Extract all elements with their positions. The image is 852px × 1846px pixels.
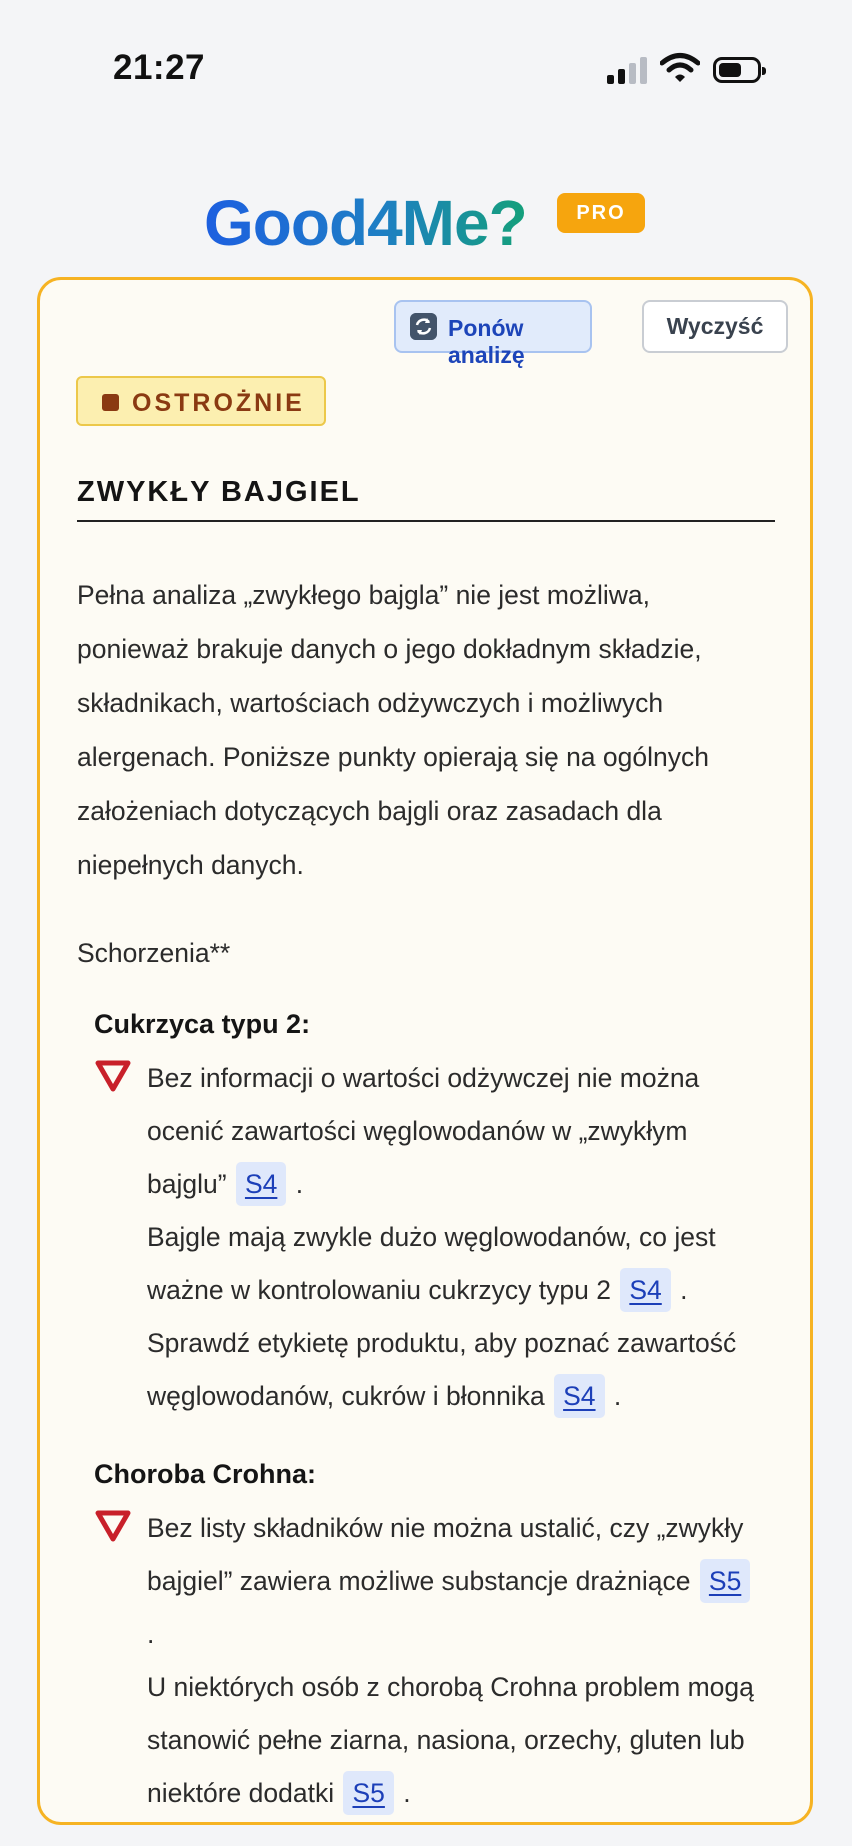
- clear-button[interactable]: Wyczyść: [642, 300, 788, 353]
- citation-link[interactable]: S4: [236, 1162, 286, 1206]
- rerun-analysis-label: Ponów analizę: [448, 315, 525, 368]
- status-badge: [76, 376, 326, 426]
- condition-details: [147, 1052, 767, 1423]
- pro-badge: PRO: [557, 193, 645, 233]
- analysis-card: [37, 277, 813, 1825]
- intro-paragraph: Pełna analiza „zwykłego bajgla” nie jest możliwa, ponieważ brakuje danych o jego dokładnym składzie, składnikach, wartościach odżywczych i możliwych alergenach. Poniższe punkty opierają się na ogólnych założeniach dotyczących bajgli oraz zasadach dla niepełnych danych.: [77, 580, 709, 880]
- warning-triangle-icon: [94, 1509, 132, 1543]
- status-time: 21:27: [113, 48, 206, 87]
- rerun-analysis-button[interactable]: [394, 300, 592, 368]
- point-text: Sprawdź etykietę produktu, aby poznać zawartość węglowodanów, cukrów i błonnika: [147, 1328, 737, 1411]
- point-text: Bajgle mają zwykle dużo węglowodanów, co jest ważne w kontrolowaniu cukrzycy typu 2: [147, 1222, 716, 1305]
- citation-link[interactable]: S4: [620, 1268, 670, 1312]
- condition-title: Cukrzyca typu 2:: [94, 1009, 311, 1039]
- point-text: Bez informacji o wartości odżywczej nie można ocenić zawartości węglowodanów w „zwykłym bajglu”: [147, 1063, 700, 1199]
- condition-point: Bajgle mają zwykle dużo węglowodanów, co jest ważne w kontrolowaniu cukrzycy typu 2 S4 .: [147, 1211, 767, 1317]
- condition-title: Choroba Crohna:: [94, 1459, 316, 1489]
- point-text: U niektórych osób z chorobą Crohna problem mogą stanowić pełne ziarna, nasiona, orzechy, gluten lub niektóre dodatki: [147, 1672, 754, 1808]
- divider: [77, 520, 775, 522]
- condition-point: Bez informacji o wartości odżywczej nie można ocenić zawartości węglowodanów w „zwykłym bajglu” S4 .: [147, 1052, 767, 1211]
- condition-point: Bez listy składników nie można ustalić, czy „zwykły bajgiel” zawiera możliwe substancje drażniące S5 .: [147, 1502, 767, 1661]
- section-label: Schorzenia**: [77, 938, 231, 968]
- status-badge-label: OSTROŻNIE: [132, 389, 305, 417]
- battery-icon: [713, 57, 761, 83]
- condition-point: U niektórych osób z chorobą Crohna problem mogą stanowić pełne ziarna, nasiona, orzechy, gluten lub niektóre dodatki S5 .: [147, 1661, 767, 1820]
- cellular-signal-icon: [607, 56, 649, 84]
- product-name: ZWYKŁY BAJGIEL: [77, 476, 361, 508]
- app-title: Good4Me?: [204, 187, 527, 259]
- citation-link[interactable]: S5: [700, 1559, 750, 1603]
- point-text: Bez listy składników nie można ustalić, czy „zwykły bajgiel” zawiera możliwe substancje drażniące: [147, 1513, 744, 1596]
- citation-link[interactable]: S5: [343, 1771, 393, 1815]
- citation-link[interactable]: S4: [554, 1374, 604, 1418]
- condition-point: Sprawdź etykietę produktu, aby poznać zawartość węglowodanów, cukrów i błonnika S4 .: [147, 1317, 767, 1423]
- wifi-icon: [660, 52, 700, 84]
- condition-details: [147, 1502, 767, 1820]
- warning-triangle-icon: [94, 1059, 132, 1093]
- caution-square-icon: [102, 394, 119, 411]
- refresh-icon: [410, 313, 437, 340]
